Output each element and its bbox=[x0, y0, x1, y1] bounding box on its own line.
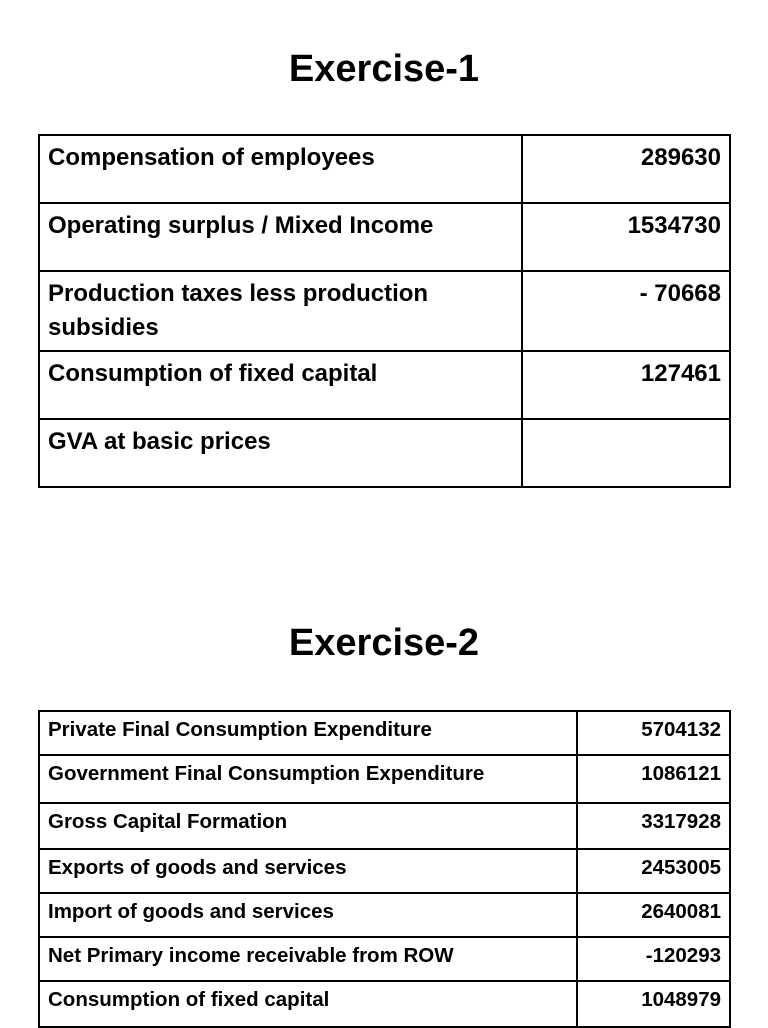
row-label: Net Primary income receivable from ROW bbox=[39, 937, 577, 981]
table-row bbox=[39, 981, 730, 1027]
row-value: -120293 bbox=[577, 937, 730, 981]
exercise-2-title: Exercise-2 bbox=[288, 622, 480, 664]
row-label: Production taxes less production subsidies bbox=[39, 271, 522, 351]
table-row bbox=[39, 419, 730, 487]
row-label: Private Final Consumption Expenditure bbox=[39, 711, 577, 755]
row-label: Import of goods and services bbox=[39, 893, 577, 937]
row-label: GVA at basic prices bbox=[39, 419, 522, 487]
table-row bbox=[39, 755, 730, 803]
exercise-1-table bbox=[38, 134, 731, 488]
row-value: - 70668 bbox=[522, 271, 730, 351]
row-label: Consumption of fixed capital bbox=[39, 981, 577, 1027]
row-label: Exports of goods and services bbox=[39, 849, 577, 893]
row-value: 2640081 bbox=[577, 893, 730, 937]
table-row bbox=[39, 135, 730, 203]
row-label: Consumption of fixed capital bbox=[39, 351, 522, 419]
table-row bbox=[39, 803, 730, 849]
row-label: Gross Capital Formation bbox=[39, 803, 577, 849]
exercise-2-table bbox=[38, 710, 731, 1028]
row-value bbox=[522, 419, 730, 487]
row-label: Government Final Consumption Expenditure bbox=[39, 755, 577, 803]
table-row bbox=[39, 711, 730, 755]
exercise-1-title: Exercise-1 bbox=[288, 48, 480, 90]
row-value: 3317928 bbox=[577, 803, 730, 849]
row-value: 289630 bbox=[522, 135, 730, 203]
table-row bbox=[39, 271, 730, 351]
row-label: Operating surplus / Mixed Income bbox=[39, 203, 522, 271]
row-value: 5704132 bbox=[577, 711, 730, 755]
row-value: 1048979 bbox=[577, 981, 730, 1027]
row-label: Compensation of employees bbox=[39, 135, 522, 203]
table-row bbox=[39, 849, 730, 893]
row-value: 1086121 bbox=[577, 755, 730, 803]
table-row bbox=[39, 937, 730, 981]
row-value: 1534730 bbox=[522, 203, 730, 271]
row-value: 127461 bbox=[522, 351, 730, 419]
row-value: 2453005 bbox=[577, 849, 730, 893]
table-row bbox=[39, 203, 730, 271]
table-row bbox=[39, 351, 730, 419]
table-row bbox=[39, 893, 730, 937]
